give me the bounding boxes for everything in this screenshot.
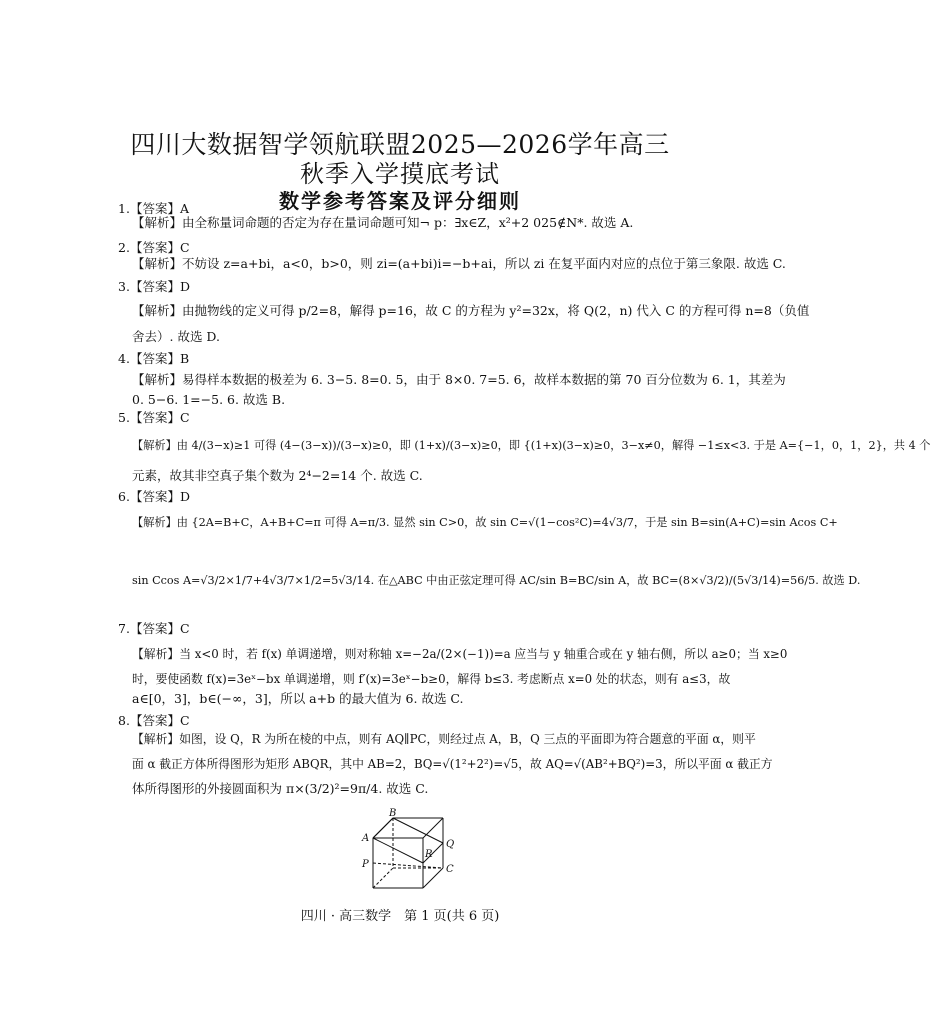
question-6-explanation-line1: 【解析】由 {2A=B+C，A+B+C=π 可得 A=π/3. 显然 sin C>0，故 sin C=√(1−cos²C)=4√3/7，于是 sin B=sin(A+C)=sin Acos C+ bbox=[132, 516, 838, 529]
question-5-explanation-line2: 元素，故其非空真子集个数为 2⁴−2=14 个. 故选 C. bbox=[132, 468, 423, 483]
question-6-explanation-line2: sin Ccos A=√3/2×1/7+4√3/7×1/2=5√3/14. 在△ABC 中由正弦定理可得 AC/sin B=BC/sin A，故 BC=(8×√3/2)/(5√3/14)=56/5. 故选 D. bbox=[132, 574, 861, 587]
question-4-explanation-line1: 【解析】易得样本数据的极差为 6. 3−5. 8=0. 5，由于 8×0. 7=5. 6，故样本数据的第 70 百分位数为 6. 1，其差为 bbox=[132, 372, 786, 387]
figure-label-c: C bbox=[446, 864, 454, 875]
figure-label-a: A bbox=[362, 833, 370, 844]
page-footer: 四川 · 高三数学 第 1 页(共 6 页) bbox=[300, 909, 500, 924]
question-5-answer: 5.【答案】C bbox=[118, 410, 190, 425]
question-4-answer: 4.【答案】B bbox=[118, 351, 190, 366]
question-2-answer: 2.【答案】C bbox=[118, 240, 190, 255]
question-6-answer: 6.【答案】D bbox=[118, 489, 190, 504]
figure-label-p: P bbox=[362, 859, 369, 870]
exam-title-line1: 四川大数据智学领航联盟2025—2026学年高三 bbox=[130, 130, 670, 159]
question-1-answer: 1.【答案】A bbox=[118, 201, 189, 216]
question-3-explanation-line2: 舍去）. 故选 D. bbox=[132, 329, 220, 344]
question-7-explanation-line1: 【解析】当 x<0 时，若 f(x) 单调递增，则对称轴 x=−2a/(2×(−1))=a 应当与 y 轴重合或在 y 轴右侧，所以 a≥0；当 x≥0 bbox=[132, 647, 788, 661]
question-2-explanation: 【解析】不妨设 z=a+bi，a<0，b>0，则 zi=(a+bi)i=−b+ai，所以 zi 在复平面内对应的点位于第三象限. 故选 C. bbox=[132, 256, 786, 271]
exam-title-line2: 秋季入学摸底考试 bbox=[300, 160, 500, 188]
question-7-explanation-line2: 时，要使函数 f(x)=3eˣ−bx 单调递增，则 f′(x)=3eˣ−b≥0，解得 b≤3. 考虑断点 x=0 处的状态，则有 a≤3，故 bbox=[132, 672, 731, 686]
question-8-answer: 8.【答案】C bbox=[118, 713, 190, 728]
question-4-explanation-line2: 0. 5−6. 1=−5. 6. 故选 B. bbox=[132, 392, 286, 407]
cube-figure bbox=[355, 808, 465, 898]
figure-label-r: R bbox=[425, 849, 433, 860]
question-5-explanation-line1: 【解析】由 4/(3−x)≥1 可得 (4−(3−x))/(3−x)≥0，即 (1+x)/(3−x)≥0，即 {(1+x)(3−x)≥0，3−x≠0，解得 −1≤x<3. 于是 A={−1，0，1，2}，共 4 个 bbox=[132, 439, 931, 452]
figure-label-b: B bbox=[389, 808, 397, 819]
question-8-explanation-line2: 面 α 截正方体所得图形为矩形 ABQR，其中 AB=2，BQ=√(1²+2²)=√5，故 AQ=√(AB²+BQ²)=3，所以平面 α 截正方 bbox=[132, 757, 773, 771]
question-7-explanation-line3: a∈[0，3]，b∈(−∞，3]，所以 a+b 的最大值为 6. 故选 C. bbox=[132, 691, 464, 706]
figure-label-q: Q bbox=[446, 839, 455, 850]
question-1-explanation: 【解析】由全称量词命题的否定为存在量词命题可知¬ p：∃x∈Z，x²+2 025∉N*. 故选 A. bbox=[132, 215, 634, 230]
question-3-answer: 3.【答案】D bbox=[118, 279, 190, 294]
question-3-explanation-line1: 【解析】由抛物线的定义可得 p/2=8，解得 p=16，故 C 的方程为 y²=32x，将 Q(2，n) 代入 C 的方程可得 n=8（负值 bbox=[132, 303, 810, 318]
question-7-answer: 7.【答案】C bbox=[118, 621, 190, 636]
question-8-explanation-line1: 【解析】如图，设 Q，R 为所在棱的中点，则有 AQ∥PC，则经过点 A，B，Q 三点的平面即为符合题意的平面 α，则平 bbox=[132, 732, 756, 746]
exam-title-line3: 数学参考答案及评分细则 bbox=[279, 189, 521, 213]
question-8-explanation-line3: 体所得图形的外接圆面积为 π×(3/2)²=9π/4. 故选 C. bbox=[132, 781, 429, 796]
